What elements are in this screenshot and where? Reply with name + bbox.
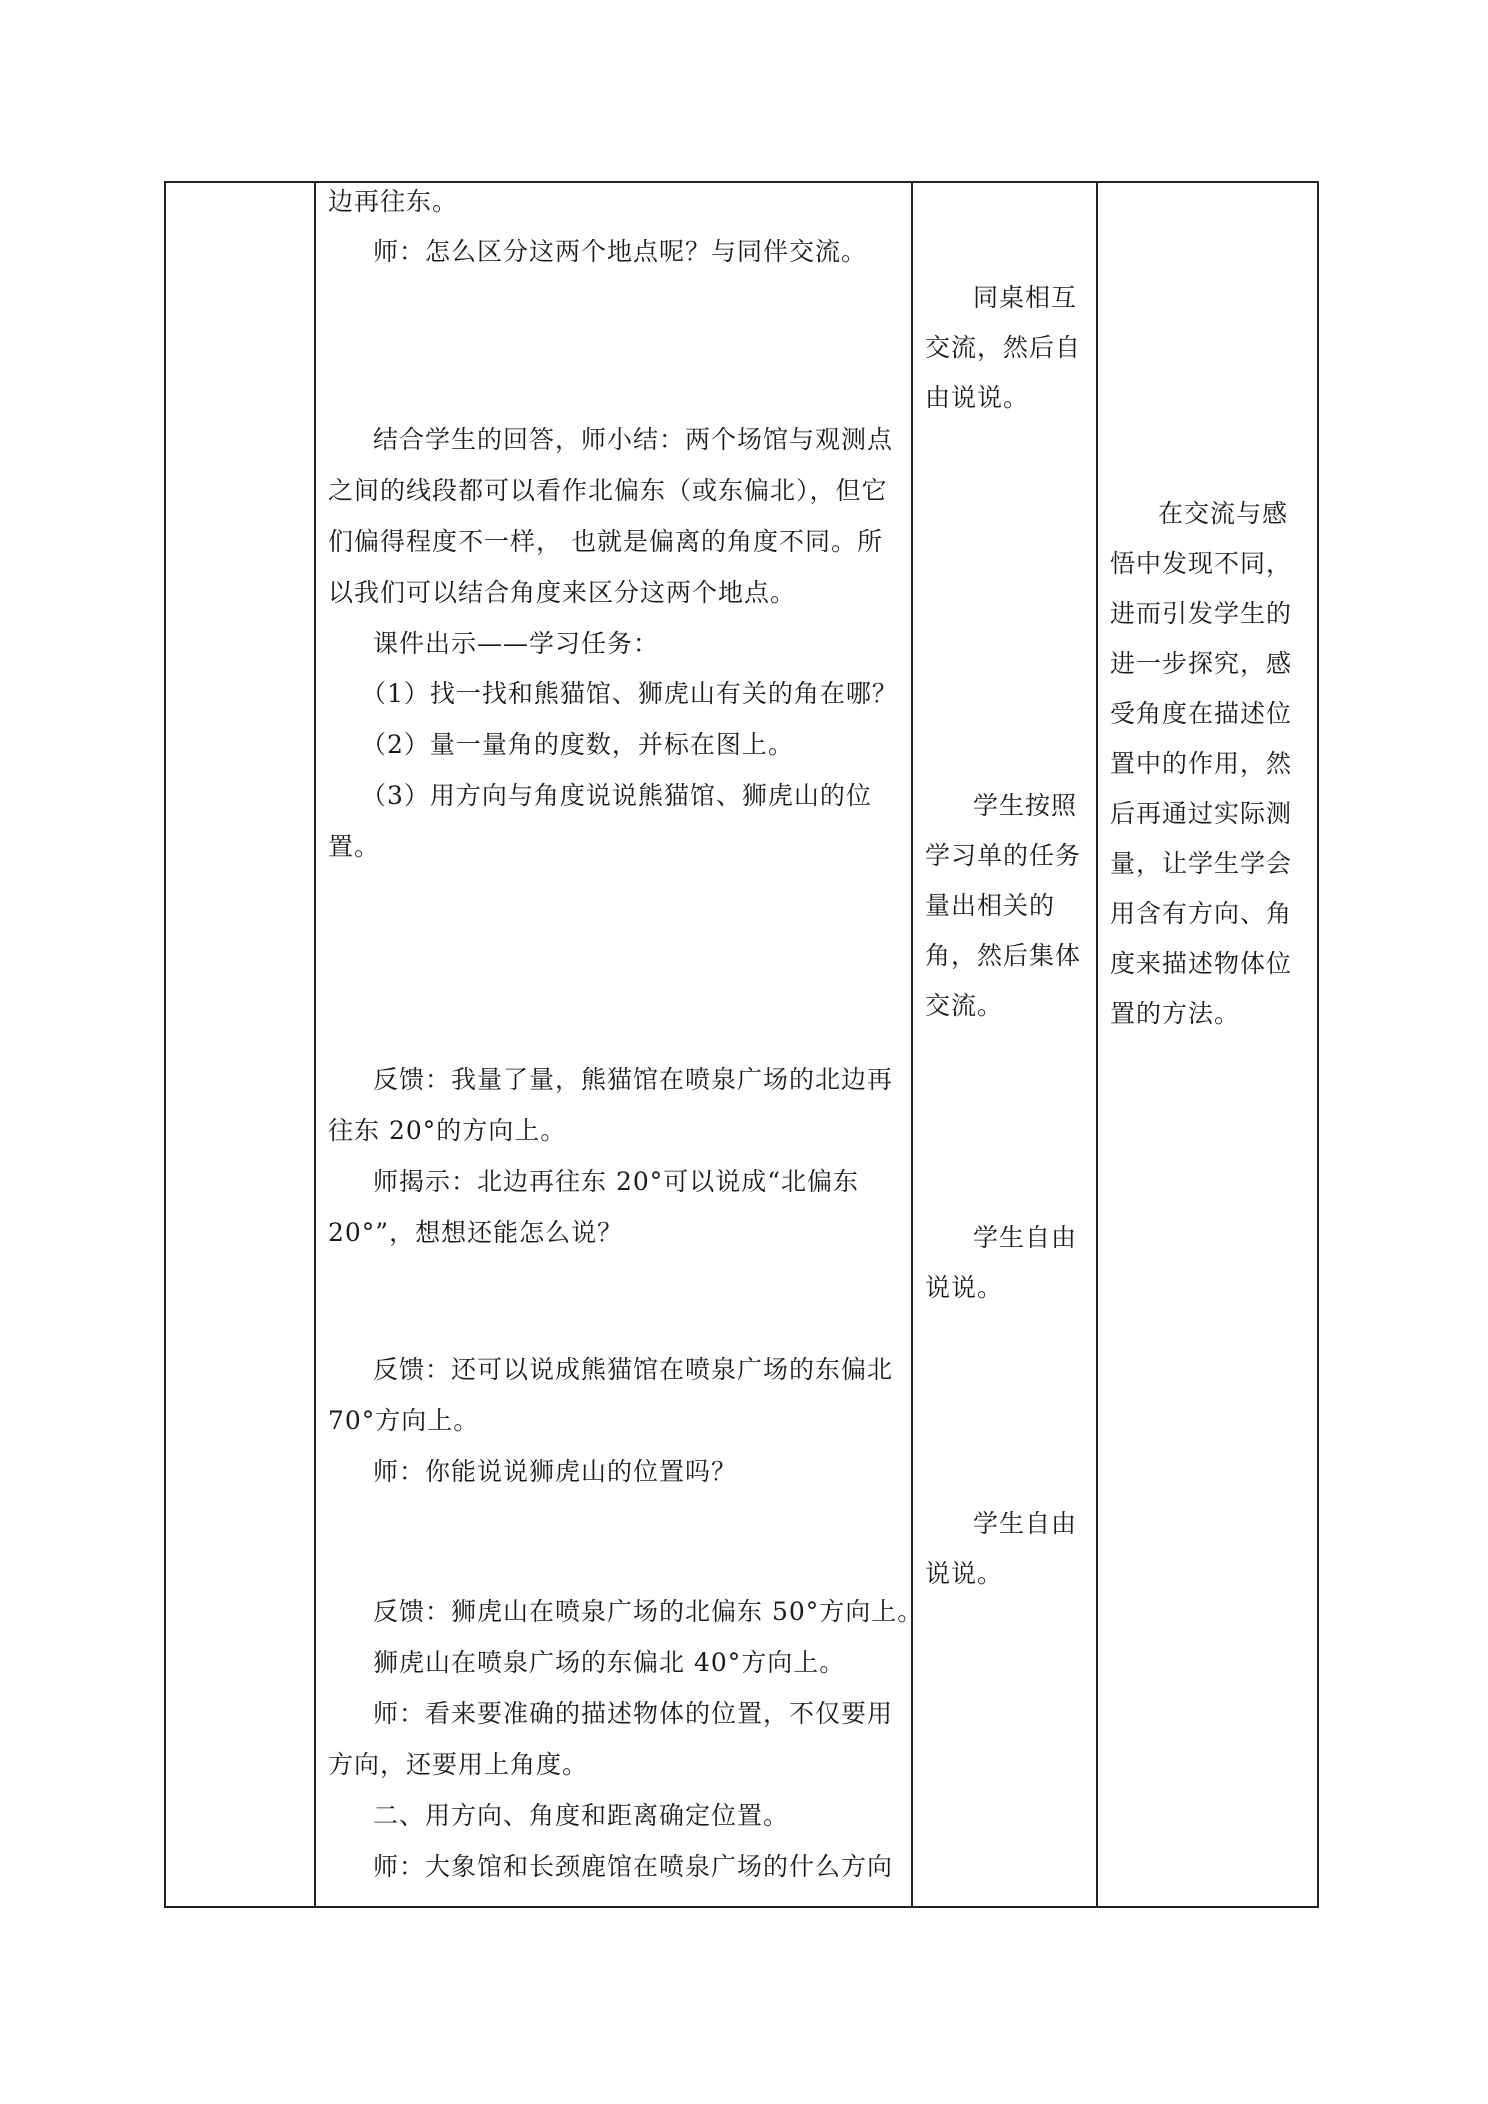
text-line: 师：怎么区分这两个地点呢？与同伴交流。 [373, 237, 868, 266]
text-line: 置。 [328, 832, 381, 861]
text-line: 边再往东。 [328, 187, 459, 216]
text-line: 角，然后集体 [925, 941, 1082, 970]
text-line: 用含有方向、角 [1110, 899, 1293, 928]
text-line: 量出相关的 [925, 891, 1056, 920]
text-line: 反馈：还可以说成熊猫馆在喷泉广场的东偏北 [373, 1355, 894, 1384]
text-line: 度来描述物体位 [1110, 949, 1293, 978]
text-line: 70°方向上。 [328, 1406, 480, 1435]
text-line: 们偏得程度不一样， 也就是偏离的角度不同。所 [328, 527, 883, 556]
text-line: 课件出示——学习任务： [373, 629, 660, 658]
text-line: 进而引发学生的 [1110, 599, 1293, 628]
text-line: 说说。 [925, 1559, 1004, 1588]
col-stage [166, 183, 314, 1906]
text-line: 说说。 [925, 1273, 1004, 1302]
text-line: （1）找一找和熊猫馆、狮虎山有关的角在哪？ [361, 679, 898, 708]
text-line: 反馈：我量了量，熊猫馆在喷泉广场的北边再 [373, 1065, 894, 1094]
text-line: 狮虎山在喷泉广场的东偏北 40°方向上。 [373, 1648, 846, 1677]
text-line: 学生按照 [973, 791, 1078, 820]
text-line: 反馈：狮虎山在喷泉广场的北偏东 50°方向上。 [373, 1597, 924, 1626]
text-line: 方向，还要用上角度。 [328, 1750, 589, 1779]
col-teacher-activity [316, 183, 924, 1906]
text-line: 在交流与感 [1158, 499, 1289, 528]
text-line: 二、用方向、角度和距离确定位置。 [373, 1801, 790, 1830]
text-line: 受角度在描述位 [1110, 699, 1293, 728]
text-line: 交流。 [925, 991, 1004, 1020]
text-line: 师：看来要准确的描述物体的位置，不仅要用 [373, 1699, 894, 1728]
text-line: 同桌相互 [973, 283, 1078, 312]
text-line: 以我们可以结合角度来区分这两个地点。 [328, 578, 797, 607]
text-line: 往东 20°的方向上。 [328, 1116, 567, 1145]
text-line: （2）量一量角的度数，并标在图上。 [361, 730, 794, 759]
text-line: 后再通过实际测 [1110, 799, 1293, 828]
text-line: 置中的作用，然 [1110, 749, 1293, 778]
text-line: 20°”，想想还能怎么说？ [328, 1218, 624, 1247]
text-line: 悟中发现不同， [1110, 549, 1293, 578]
text-line: （3）用方向与角度说说熊猫馆、狮虎山的位 [361, 781, 872, 810]
text-line: 师揭示：北边再往东 20°可以说成“北偏东 [373, 1167, 860, 1196]
text-line: 学生自由 [973, 1223, 1078, 1252]
text-line: 之间的线段都可以看作北偏东（或东偏北），但它 [328, 476, 888, 505]
text-line: 学生自由 [973, 1509, 1078, 1538]
text-line: 进一步探究，感 [1110, 649, 1293, 678]
text-line: 师：你能说说狮虎山的位置吗？ [373, 1457, 738, 1486]
col-design-intent [1098, 183, 1319, 1906]
text-line: 由说说。 [925, 383, 1030, 412]
text-line: 量，让学生学会 [1110, 849, 1293, 878]
text-line: 置的方法。 [1110, 999, 1241, 1028]
text-line: 结合学生的回答，师小结：两个场馆与观测点 [373, 425, 894, 454]
text-line: 学习单的任务 [925, 841, 1082, 870]
text-line: 交流，然后自 [925, 333, 1082, 362]
text-line: 师：大象馆和长颈鹿馆在喷泉广场的什么方向 [373, 1852, 894, 1881]
lesson-plan-table [164, 181, 1319, 1908]
col-student-activity [913, 183, 1096, 1906]
